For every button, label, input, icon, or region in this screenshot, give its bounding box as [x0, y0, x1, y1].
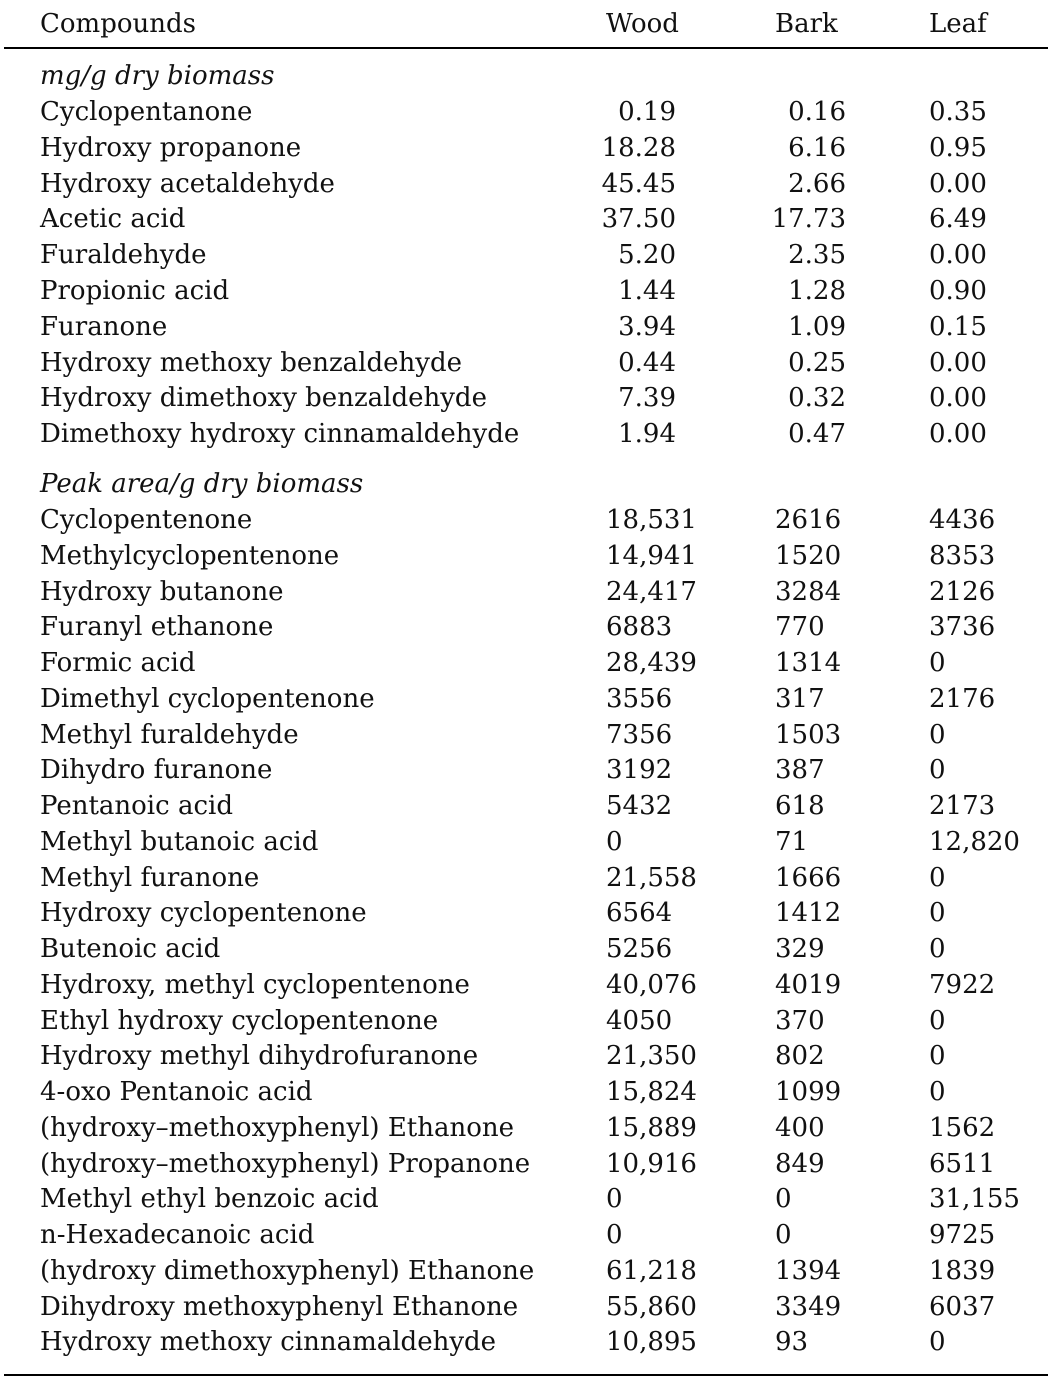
- compound-name-cell: Dihydroxy methoxyphenyl Ethanone: [40, 1291, 519, 1322]
- table-row: [0, 380, 1052, 416]
- leaf-value-cell: 4436: [929, 505, 996, 535]
- leaf-value-cell: 8353: [929, 540, 996, 571]
- table-row: [0, 1074, 1052, 1110]
- compound-name-cell: Furanone: [40, 311, 168, 342]
- wood-value-cell: 15,824: [606, 1077, 697, 1107]
- table-row: [0, 860, 1052, 896]
- wood-value-cell: 0.19: [618, 97, 676, 127]
- leaf-value-cell: 2173: [929, 791, 996, 821]
- table-row: [0, 645, 1052, 681]
- leaf-value-cell: 0: [929, 755, 946, 786]
- compound-name-cell: Hydroxy cyclopentenone: [40, 898, 367, 929]
- bark-value-cell: 2.66: [788, 168, 846, 199]
- leaf-value-cell: 1562: [929, 1112, 996, 1143]
- compound-name-cell: Dihydro furanone: [40, 755, 273, 786]
- bark-value-cell: 71: [775, 826, 809, 857]
- leaf-value-cell: 0: [929, 1041, 946, 1072]
- leaf-value-cell: 0: [929, 1077, 946, 1107]
- table-row: [0, 1289, 1052, 1325]
- wood-value-cell: 45.45: [601, 168, 676, 199]
- wood-value-cell: 28,439: [606, 648, 697, 678]
- wood-value-cell: 1.44: [618, 276, 676, 306]
- table-row: [0, 166, 1052, 202]
- section-title-peak-area: [0, 466, 1052, 502]
- header-wood: Wood: [606, 9, 679, 39]
- wood-value-cell: 0.44: [618, 347, 676, 378]
- compound-name-cell: Hydroxy, methyl cyclopentenone: [40, 969, 470, 1000]
- leaf-value-cell: 0: [929, 898, 946, 929]
- table-row: [0, 130, 1052, 166]
- compound-name-cell: Methyl ethyl benzoic acid: [40, 1184, 379, 1215]
- bottom-rule: [4, 1374, 1048, 1376]
- bark-value-cell: 802: [775, 1041, 825, 1072]
- compound-name-cell: Formic acid: [40, 648, 196, 678]
- header-leaf: Leaf: [929, 9, 987, 39]
- wood-value-cell: 5432: [606, 791, 673, 821]
- compound-name-cell: (hydroxy–methoxyphenyl) Ethanone: [40, 1112, 515, 1143]
- wood-value-cell: 0: [606, 826, 623, 857]
- wood-value-cell: 0: [606, 1220, 623, 1250]
- header-compounds: Compounds: [40, 9, 196, 39]
- table-row: [0, 1110, 1052, 1146]
- leaf-value-cell: 9725: [929, 1220, 996, 1250]
- leaf-value-cell: 0.35: [929, 97, 987, 127]
- table-row: [0, 273, 1052, 309]
- compound-name-cell: Cyclopentenone: [40, 505, 253, 535]
- table-row: [0, 1324, 1052, 1360]
- bark-value-cell: 0.25: [788, 347, 846, 378]
- bark-value-cell: 1314: [775, 648, 842, 678]
- leaf-value-cell: 0.90: [929, 276, 987, 306]
- bark-value-cell: 17.73: [771, 204, 846, 235]
- leaf-value-cell: 31,155: [929, 1184, 1020, 1215]
- compound-name-cell: Furaldehyde: [40, 240, 207, 271]
- table-row: [0, 967, 1052, 1003]
- compound-name-cell: Furanyl ethanone: [40, 612, 274, 643]
- leaf-value-cell: 0: [929, 1327, 946, 1358]
- table-row: [0, 788, 1052, 824]
- leaf-value-cell: 12,820: [929, 826, 1020, 857]
- bark-value-cell: 849: [775, 1148, 825, 1179]
- wood-value-cell: 15,889: [606, 1112, 697, 1143]
- leaf-value-cell: 1839: [929, 1255, 996, 1286]
- wood-value-cell: 55,860: [606, 1291, 697, 1322]
- table-row: [0, 345, 1052, 381]
- leaf-value-cell: 6037: [929, 1291, 996, 1322]
- table-row: [0, 717, 1052, 753]
- bark-value-cell: 0.32: [788, 383, 846, 414]
- bark-value-cell: 1666: [775, 862, 842, 893]
- table-row: [0, 895, 1052, 931]
- wood-value-cell: 7.39: [618, 383, 676, 414]
- bark-value-cell: 3349: [775, 1291, 842, 1322]
- compound-name-cell: n-Hexadecanoic acid: [40, 1220, 315, 1250]
- table-row: [0, 1038, 1052, 1074]
- bark-value-cell: 0.47: [788, 419, 846, 450]
- wood-value-cell: 5.20: [618, 240, 676, 271]
- wood-value-cell: 1.94: [618, 419, 676, 450]
- section-title-text: Peak area/g dry biomass: [40, 469, 364, 499]
- wood-value-cell: 40,076: [606, 969, 697, 1000]
- table-row: [0, 1181, 1052, 1217]
- bark-value-cell: 1099: [775, 1077, 842, 1107]
- compound-name-cell: Acetic acid: [40, 204, 186, 235]
- wood-value-cell: 21,558: [606, 862, 697, 893]
- table-row: [0, 94, 1052, 130]
- table-row: [0, 502, 1052, 538]
- compound-name-cell: Dimethoxy hydroxy cinnamaldehyde: [40, 419, 520, 450]
- bark-value-cell: 6.16: [788, 132, 846, 163]
- table-header-row: [0, 6, 1052, 42]
- leaf-value-cell: 6.49: [929, 204, 987, 235]
- table-row: [0, 574, 1052, 610]
- table-row: [0, 1146, 1052, 1182]
- bark-value-cell: 400: [775, 1112, 825, 1143]
- bark-value-cell: 317: [775, 683, 825, 714]
- wood-value-cell: 7356: [606, 719, 673, 750]
- compound-name-cell: Hydroxy acetaldehyde: [40, 168, 335, 199]
- bark-value-cell: 3284: [775, 576, 842, 607]
- wood-value-cell: 21,350: [606, 1041, 697, 1072]
- leaf-value-cell: 0.00: [929, 419, 987, 450]
- leaf-value-cell: 0: [929, 1005, 946, 1036]
- compound-name-cell: Pentanoic acid: [40, 791, 233, 821]
- compound-name-cell: Hydroxy dimethoxy benzaldehyde: [40, 383, 487, 414]
- wood-value-cell: 24,417: [606, 576, 697, 607]
- compound-name-cell: Dimethyl cyclopentenone: [40, 683, 375, 714]
- bark-value-cell: 770: [775, 612, 825, 643]
- wood-value-cell: 3556: [606, 683, 673, 714]
- compound-name-cell: Methyl furaldehyde: [40, 719, 299, 750]
- bark-value-cell: 1520: [775, 540, 842, 571]
- wood-value-cell: 61,218: [606, 1255, 697, 1286]
- leaf-value-cell: 2176: [929, 683, 996, 714]
- table-row: [0, 1253, 1052, 1289]
- table-row: [0, 201, 1052, 237]
- bark-value-cell: 93: [775, 1327, 809, 1358]
- compound-name-cell: Hydroxy butanone: [40, 576, 284, 607]
- table-row: [0, 538, 1052, 574]
- bark-value-cell: 618: [775, 791, 825, 821]
- bark-value-cell: 329: [775, 934, 825, 964]
- compound-name-cell: Methyl furanone: [40, 862, 260, 893]
- bark-value-cell: 2.35: [788, 240, 846, 271]
- wood-value-cell: 4050: [606, 1005, 673, 1036]
- bark-value-cell: 1394: [775, 1255, 842, 1286]
- wood-value-cell: 14,941: [606, 540, 697, 571]
- leaf-value-cell: 0.15: [929, 311, 987, 342]
- wood-value-cell: 5256: [606, 934, 673, 964]
- compound-name-cell: Methylcyclopentenone: [40, 540, 340, 571]
- section-title-text: mg/g dry biomass: [40, 61, 275, 91]
- bark-value-cell: 0: [775, 1184, 792, 1215]
- table-row: [0, 609, 1052, 645]
- leaf-value-cell: 0: [929, 862, 946, 893]
- table-row: [0, 1217, 1052, 1253]
- section-title-mg: [0, 58, 1052, 94]
- table-row: [0, 309, 1052, 345]
- leaf-value-cell: 0.00: [929, 347, 987, 378]
- compound-name-cell: Ethyl hydroxy cyclopentenone: [40, 1005, 439, 1036]
- compound-name-cell: Hydroxy methoxy cinnamaldehyde: [40, 1327, 497, 1358]
- leaf-value-cell: 0.95: [929, 132, 987, 163]
- wood-value-cell: 6883: [606, 612, 673, 643]
- compound-name-cell: 4-oxo Pentanoic acid: [40, 1077, 313, 1107]
- leaf-value-cell: 0.00: [929, 168, 987, 199]
- leaf-value-cell: 3736: [929, 612, 996, 643]
- compound-name-cell: Methyl butanoic acid: [40, 826, 319, 857]
- wood-value-cell: 18.28: [601, 132, 676, 163]
- wood-value-cell: 10,916: [606, 1148, 697, 1179]
- compound-name-cell: Hydroxy propanone: [40, 132, 302, 163]
- table-row: [0, 824, 1052, 860]
- leaf-value-cell: 7922: [929, 969, 996, 1000]
- compound-name-cell: Cyclopentanone: [40, 97, 253, 127]
- compound-name-cell: Hydroxy methoxy benzaldehyde: [40, 347, 462, 378]
- wood-value-cell: 37.50: [601, 204, 676, 235]
- bark-value-cell: 387: [775, 755, 825, 786]
- compound-name-cell: Propionic acid: [40, 276, 230, 306]
- wood-value-cell: 6564: [606, 898, 673, 929]
- header-rule: [4, 47, 1048, 49]
- bark-value-cell: 0.16: [788, 97, 846, 127]
- bark-value-cell: 0: [775, 1220, 792, 1250]
- bark-value-cell: 4019: [775, 969, 842, 1000]
- compound-name-cell: Butenoic acid: [40, 934, 221, 964]
- leaf-value-cell: 0: [929, 719, 946, 750]
- compound-name-cell: Hydroxy methyl dihydrofuranone: [40, 1041, 479, 1072]
- wood-value-cell: 3.94: [618, 311, 676, 342]
- leaf-value-cell: 2126: [929, 576, 996, 607]
- wood-value-cell: 18,531: [606, 505, 697, 535]
- bark-value-cell: 1503: [775, 719, 842, 750]
- leaf-value-cell: 0.00: [929, 383, 987, 414]
- wood-value-cell: 10,895: [606, 1327, 697, 1358]
- leaf-value-cell: 0.00: [929, 240, 987, 271]
- leaf-value-cell: 0: [929, 934, 946, 964]
- table-row: [0, 1003, 1052, 1039]
- table-row: [0, 237, 1052, 273]
- table-row: [0, 681, 1052, 717]
- header-bark: Bark: [775, 9, 838, 39]
- bark-value-cell: 1412: [775, 898, 842, 929]
- wood-value-cell: 3192: [606, 755, 673, 786]
- bark-value-cell: 1.28: [788, 276, 846, 306]
- compound-name-cell: (hydroxy dimethoxyphenyl) Ethanone: [40, 1255, 535, 1286]
- wood-value-cell: 0: [606, 1184, 623, 1215]
- bark-value-cell: 1.09: [788, 311, 846, 342]
- leaf-value-cell: 6511: [929, 1148, 996, 1179]
- table-row: [0, 416, 1052, 452]
- compound-name-cell: (hydroxy–methoxyphenyl) Propanone: [40, 1148, 531, 1179]
- bark-value-cell: 2616: [775, 505, 842, 535]
- bark-value-cell: 370: [775, 1005, 825, 1036]
- leaf-value-cell: 0: [929, 648, 946, 678]
- table-row: [0, 752, 1052, 788]
- table-row: [0, 931, 1052, 967]
